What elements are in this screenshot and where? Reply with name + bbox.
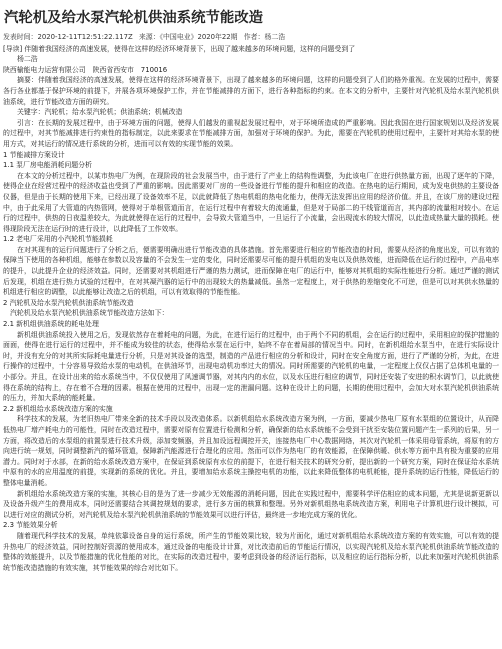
article-title: 汽轮机及给水泵汽轮机供油系统节能改造 xyxy=(4,10,264,26)
author-affiliation: 陕西榆能电力运营有限公司 陕西省西安市 710016 xyxy=(3,65,168,74)
section-heading: 2.2 新机组给水系统改造方案的实施 xyxy=(3,404,113,413)
article-meta xyxy=(3,32,499,43)
article-source: 来源：《中国电业》2020年22期 xyxy=(138,33,238,41)
section-heading: 1.1 泵厂房电能消耗问题分析 xyxy=(3,161,92,170)
section-heading: 2.3 节能效果分析 xyxy=(3,521,58,530)
body-paragraph: 在对其现有的运行问题进行了分析之后，便需要明确出进行节能改造的具体措施。首先需要进行相应的节能改造的时间，需要从经济的角度出发，可以有效的保障当下使用的各种机组，能够在参数以及容量的不会发生一定的变化，同时还需要尽可能的提升机组的发电以及供热效能，进而降低在运行的过程中，产品电率的提升，以此提升企业的经济效益。同时，还需要对其机组进行严谨的热力测试，进而保障在电厂的运行中，能够对其机组的实际性能进行分析。通过严谨的测试后发现，机组在进行热力试验的过程中，在对其凝汽器的运行中的出现较大的热量减低。虽然一定程度上，对于供热的差缩变化不可逆，但是可以对其供水热量的机组进行相应的调整，以此能够让改造之后的机组，可以有效取得的节能性能。 xyxy=(3,245,499,297)
section-heading: 2.1 新机组供油系统的耗电处理 xyxy=(3,320,99,329)
intro-line: [导读] 伴随着我国经济的高速发展，使得在这样的经济环境背景下，出现了越来越多的环境问题，这样的问题受到了 xyxy=(3,44,356,53)
body-paragraph: 新机组供油系统投入使用之后，发现依然存在着耗电的问题，为此，在进行运行的过程中，由于两个不同的机组，会在运行的过程中，采用相应的保护措施的面面，使得在进行运行的过程中，并不能成为较佳的状态，使得给水泵在运行中，始终不存在着局部的情况当中。同时，在新机组给水泵当中，在进行实际设计时，并没有充分的对其所实际耗电量进行分析，只是对其设备的选型，制造的产品进行相应的分析和设计，同时在安全角度方面，进行了严谨的分析，为此，在进行操作的过程中，十分容易导致给水泵的电动机，在供油环节，出现电动机功率过大的情况。同时所需要的汽轮机的电量，一定程度上仅仅占据了总体机电量的一小部分。并且，在设计出来的给水系统当中，不仅仅使用了风速调节器，对其内内的水位，以及水压进行相应的调节，同时还安装了安进的积水调节门，以此就使得在系统的结构上，存在着不合理的因素。根据在使用的过程中，出现一定的泄漏问题。这种在设计上的问题，长期的使用过程中，会加大对水泵汽轮机供油系统的压力，并加大系统的能耗量。 xyxy=(3,330,499,403)
body-paragraph: 新机组给水系统改造方案的实施，其核心目的是为了进一步减少无效能源的消耗问题，因此在实践过程中，需要科学评估相应的成本问题，尤其是说新更新以及设备升级产生的费用成本，同时还需要结合其调控规划的要求，进行多方面的核算和整理。另外对新机组热电系统改造方案，利用电子计算机进行设计模拟，可以进行对应的测试分析，对汽轮机及给水泵汽轮机供油系统的节能效果可以进行评估，最终进一步地完成方案的优化。 xyxy=(3,489,499,519)
article-lead xyxy=(3,44,499,118)
body-paragraph: 在本文的分析过程中，以某市热电厂为例，在现阶段的社会发展当中，由于进行了产业上的结构性调整，为此该电厂在进行供热量方面，出现了逐年的下降，使得企业在经营过程中的经济收益也受到了严重的影响。因此需要对厂房的一些设备进行节能的提升和相应的改造。在热电的运行期间，成为发电供热的主要设备仪器，但是由于长期的使用下来，已经出现了设备效率不足，以此就降低了热电机组的热电化能力，使得无法发挥出应用的经济价值。并且，在该厂房的建设过程中，由于此采用了大管道的内热管网，使得对于单根管道而言，在运行过程中有着较大的流通量，但是对于局部二的干线管道而言，其内部的流量相对较小。在运行的过程中，供热的日夜温差较大，为此就使得在运行的过程中，会导致大管道当中，一旦运行了小流量，会出现流水的较大情况，以此造成热量大量的损耗。使得现阶段无法在运行时的进行设计，以此降低了工作效率。 xyxy=(3,171,499,233)
body-paragraph: 科学技术的发展，为老旧热电厂带来全新的技术手段以及改造体系。以新机组给水系统改造方案为例，一方面，要减少热电厂原有水泵组的位置设计，从而降低热电厂增产耗电力的可能性，同时在改造过程中，需要对原有位置进行检测和分析，确保新的给水系统能不会受到干扰至安装位置问题产生一系列的后果，另一方面，将改造后的水泵组的前置泵进行技术升级，添加变频器，并且加设远程调控开关，连接热电厂中心数据网络，其次对汽轮机一体采用母管系统，将原有的方向进行统一规划，同时调整新汽的循环管道，保障新汽能源进行合理化的应用。然而可以作为热电厂的有效能源，在保障供暖、供水等方面中具有极为重要的应用潜力。同时对于水部，在新的给水系统改造方案中，在保证到系统原有水位的前提下，在进行相关技术的研究分析，提出新的一个研究方案，同时在保证给水系统中原有的水的应用温度的前提，实现新的系统的优化。并且，要增加给水系统主操控电机的功能，以此来降低整体的电机耗能，提升系统的运行性能，降低运行的整体电量消耗。 xyxy=(3,415,499,487)
author-name: 杨二浩 xyxy=(17,55,38,64)
article-author: 作者：杨二浩 xyxy=(243,33,286,41)
section-heading: 1.2 老电厂采用的小汽轮机节能损耗 xyxy=(3,235,113,244)
body-paragraph: 随着现代科学技术的发展，单纯依靠设备自身的运行系统，所产生的节能效果比较，较为片面化，通过对新机组给水系统改造方案的有效实施，可以有效的提升热电厂的经济效益，同时控制好资源的使用成本，通过设备的电能设计计算，对比改造前后的节能运行情况，以实现汽轮机及给水泵汽轮机供油系统节能改造的整体的效能提升，以及节能措施的优化性能的对比，在实际的改造过程中，要考虑到设备的经济运行指标，以及相应的运行指标分析，以此来加强对汽轮机供油系统节能改造措施的有效实施，其节能效果的综合对比如下。 xyxy=(3,531,499,572)
abstract: 摘要：伴随着我国经济的高速发展，使得在这样的经济环境背景下，出现了越来越多的环境问题，这样的问题受到了人们的格外重视。在发展的过程中，需要各行各业都基于保护环境的前提下，并展各项环境保护工作，并在节能减排的方面下，进行各种指标的约束。在本文的分析中，主要针对汽轮机及给水泵汽轮机供油系统，进行节能改造方面的研究。 xyxy=(3,76,499,106)
keywords: 关键字：汽轮机；给水泵汽轮机；供油系统；机械改造 xyxy=(17,108,183,117)
section-heading: 1 节能减排方案设计 xyxy=(3,150,65,159)
article-body xyxy=(3,118,499,574)
publish-date: 发表时间：2020-12-11T12:51:22.117Z xyxy=(3,33,133,41)
body-paragraph: 引言：在长期的发展过程中，由于环境方面的问题，使得人们越发的重视起发展过程中，对于环境所造成的严重影响。因此我国在进行国家规划以及经济发展的过程中，对其节能减排进行约束性的指标制定，以此来要求在节能减排方面，加强对于环境的保护。为此，需要在汽轮机的使用过程中，主要针对其给水泵的使用方式，对其运行的情况进行系统的分析，进而可以有效的实现节能的效果。 xyxy=(3,118,499,148)
section-heading: 2 汽轮机及给水泵汽轮机供油系统节能改造 xyxy=(3,298,134,307)
section-heading: 汽轮机及给水泵汽轮机供油系统节能改造方法如下： xyxy=(10,309,169,318)
